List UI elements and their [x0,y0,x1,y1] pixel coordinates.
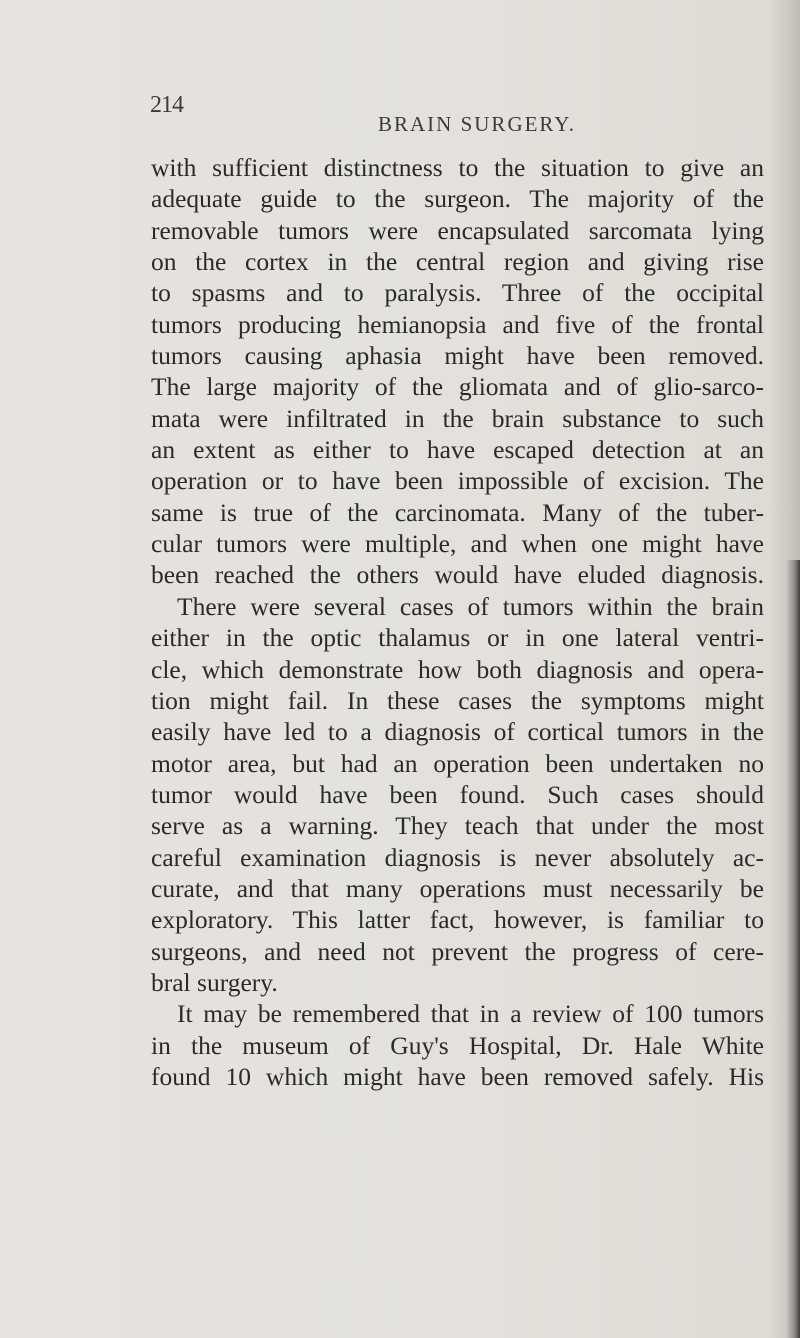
text-line: tumors causing aphasia might have been removed. [151,341,764,371]
text-line: tumor would have been found. Such cases should [151,779,764,809]
running-head: BRAIN SURGERY. [378,112,576,136]
page-number: 214 [150,92,183,118]
text-line: operation or to have been impossible of excision. The [151,466,764,496]
text-line: tumors producing hemianopsia and five of the frontal [151,309,764,339]
text-line: The large majority of the gliomata and of glio-sarco- [151,372,764,402]
text-line: serve as a warning. They teach that under the most [151,811,764,841]
text-line: on the cortex in the central region and giving rise [151,247,764,277]
body-text [151,152,764,1092]
text-line: adequate guide to the surgeon. The majority of the [151,184,764,214]
text-line: surgeons, and need not prevent the progress of cere- [151,936,764,966]
text-line: easily have led to a diagnosis of cortical tumors in the [151,717,764,747]
text-line: with sufficient distinctness to the situation to give an [151,153,764,182]
text-line: in the museum of Guy's Hospital, Dr. Hale White [151,1030,764,1060]
text-line: It may be remembered that in a review of 100 tumors [177,999,764,1029]
text-line: bral surgery. [151,967,278,997]
text-line: mata were infiltrated in the brain substance to such [151,403,764,433]
text-line: either in the optic thalamus or in one lateral ventri- [151,623,764,653]
text-line: been reached the others would have eluded diagnosis. [151,560,764,590]
page-edge-shadow [786,560,800,1338]
text-line: curate, and that many operations must necessarily be [151,873,764,903]
text-line: cular tumors were multiple, and when one might have [151,529,764,559]
text-line: exploratory. This latter fact, however, is familiar to [151,905,764,935]
text-line: motor area, but had an operation been undertaken no [151,748,764,778]
text-line: There were several cases of tumors within the brain [177,591,764,621]
text-line: to spasms and to paralysis. Three of the occipital [151,278,764,308]
text-line: found 10 which might have been removed safely. His [151,1061,764,1091]
text-line: tion might fail. In these cases the symptoms might [151,685,764,715]
text-line: removable tumors were encapsulated sarcomata lying [151,215,764,245]
text-line: careful examination diagnosis is never absolutely ac- [151,842,764,872]
text-line: same is true of the carcinomata. Many of the tuber- [151,497,764,527]
text-line: cle, which demonstrate how both diagnosis and opera- [151,654,764,684]
text-line: an extent as either to have escaped detection at an [151,435,764,465]
